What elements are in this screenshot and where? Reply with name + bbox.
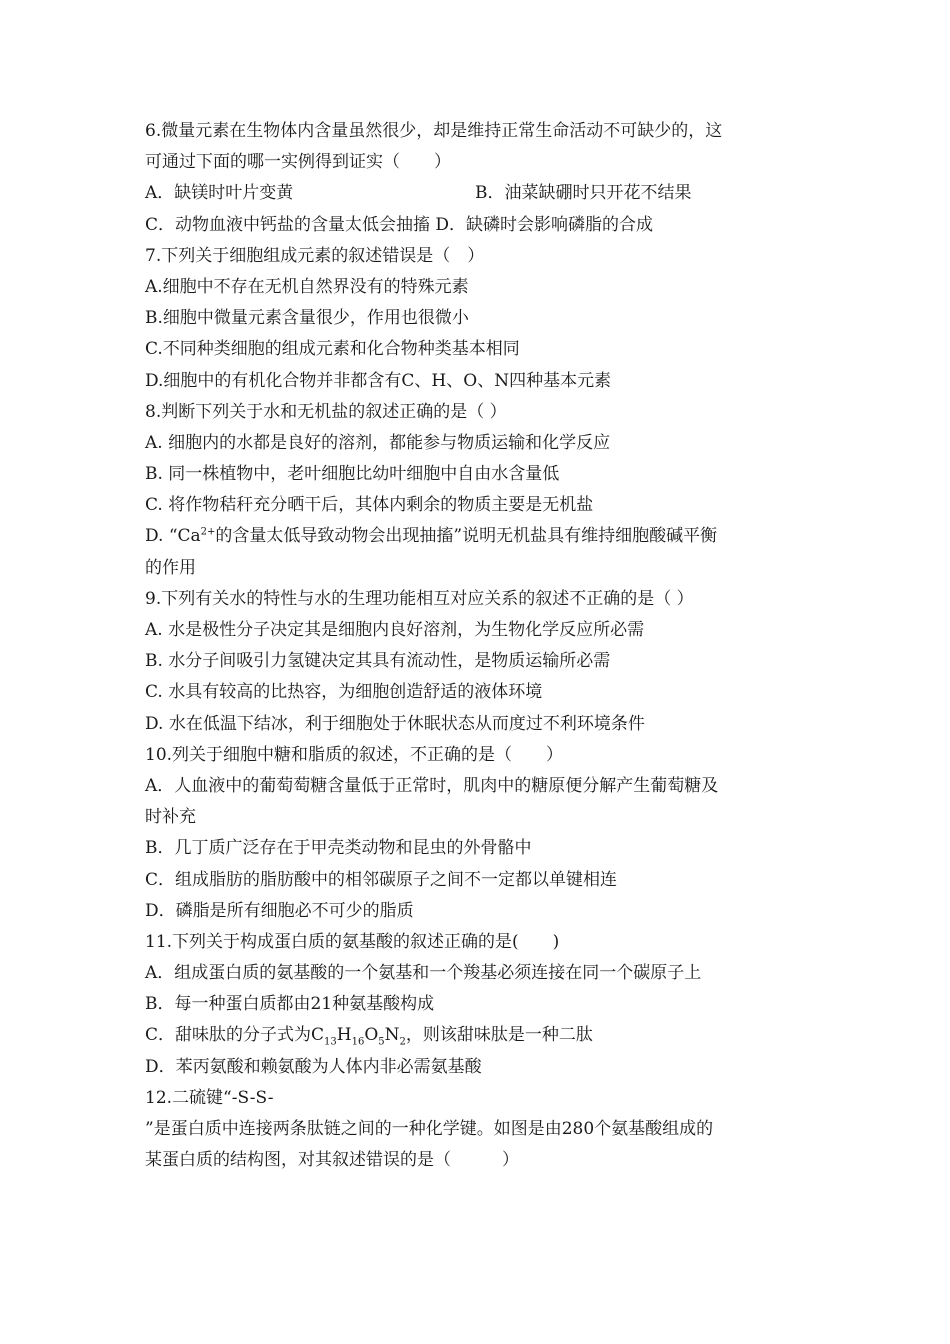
q11-option-c xyxy=(145,1020,815,1051)
q8-option-d-rest: 的含量太低导致动物会出现抽搐”说明无机盐具有维持细胞酸碱平衡 xyxy=(215,526,718,547)
q8-option-b: B. 同一株植物中，老叶细胞比幼叶细胞中自由水含量低 xyxy=(145,464,560,485)
q11-formula-o: O xyxy=(364,1025,379,1046)
q9-stem: 9.下列有关水的特性与水的生理功能相互对应关系的叙述不正确的是（ ） xyxy=(145,588,694,609)
q9-option-a: A. 水是极性分子决定其是细胞内良好溶剂，为生物化学反应所必需 xyxy=(145,620,645,640)
q8-option-d-line2: 的作用 xyxy=(145,557,196,578)
q6-stem-line2: 可通过下面的哪一实例得到证实（ ） xyxy=(145,152,451,173)
q8-option-d-superscript: 2+ xyxy=(200,526,216,538)
q10-option-a-line1: A．人血液中的葡萄萄糖含量低于正常时，肌肉中的糖原便分解产生葡萄糖及 xyxy=(145,775,719,796)
q8-option-d-prefix: D. “Ca xyxy=(145,526,201,547)
q9-option-c: C. 水具有较高的比热容，为细胞创造舒适的液体环境 xyxy=(145,682,543,703)
q10-stem: 10.列关于细胞中糖和脂质的叙述，不正确的是（ ） xyxy=(145,744,564,765)
q7-option-d: D.细胞中的有机化合物并非都含有C、H、O、N四种基本元素 xyxy=(145,370,612,391)
q6-option-c: C．动物血液中钙盐的含量太低会抽搐 xyxy=(145,214,431,235)
q8-option-c: C. 将作物秸秆充分晒干后，其体内剩余的物质主要是无机盐 xyxy=(145,495,594,516)
q11-formula-sub-c: 13 xyxy=(324,1036,337,1048)
q10-option-c: C．组成脂肪的脂肪酸中的相邻碳原子之间不一定都以单键相连 xyxy=(145,869,618,890)
q7-option-a: A.细胞中不存在无机自然界没有的特殊元素 xyxy=(145,276,469,297)
q11-formula-sub-h: 16 xyxy=(351,1036,365,1048)
q11-formula-sub-n: 2 xyxy=(399,1036,406,1048)
q9-option-b: B. 水分子间吸引力氢键决定其具有流动性，是物质运输所必需 xyxy=(145,651,611,672)
q11-formula-sub-o: 5 xyxy=(378,1036,385,1048)
q9-option-d: D. 水在低温下结冰，利于细胞处于休眠状态从而度过不利环境条件 xyxy=(145,713,645,734)
q11-option-a: A．组成蛋白质的氨基酸的一个氨基和一个羧基必须连接在同一个碳原子上 xyxy=(145,963,702,984)
q11-stem: 11.下列关于构成蛋白质的氨基酸的叙述正确的是( ) xyxy=(145,931,560,952)
q6-option-a: A．缺镁时叶片变黄 xyxy=(145,183,294,204)
q6-option-d: D．缺磷时会影响磷脂的合成 xyxy=(435,214,654,235)
q12-stem-line1: 12.二硫键“-S-S- xyxy=(145,1087,274,1108)
q11-option-c-prefix: C．甜味肽的分子式为C xyxy=(145,1025,325,1046)
q10-option-d: D．磷脂是所有细胞必不可少的脂质 xyxy=(145,900,414,921)
q8-option-d xyxy=(145,521,815,552)
q8-stem: 8.判断下列关于水和无机盐的叙述正确的是（ ） xyxy=(145,401,507,422)
q8-option-a: A. 细胞内的水都是良好的溶剂，都能参与物质运输和化学反应 xyxy=(145,432,611,453)
q12-stem-line3: 某蛋白质的结构图，对其叙述错误的是（ ） xyxy=(145,1150,519,1171)
q6-option-b: B．油菜缺硼时只开花不结果 xyxy=(475,183,692,204)
q11-formula-n: N xyxy=(384,1025,400,1046)
q7-option-b: B.细胞中微量元素含量很少，作用也很微小 xyxy=(145,308,469,329)
question-list xyxy=(145,116,815,1176)
q11-option-d: D．苯丙氨酸和赖氨酸为人体内非必需氨基酸 xyxy=(145,1056,482,1077)
q6-options-row2 xyxy=(145,210,815,241)
q12-stem-line2: ”是蛋白质中连接两条肽链之间的一种化学键。如图是由280个氨基酸组成的 xyxy=(145,1119,714,1139)
q6-stem-line1: 6.微量元素在生物体内含量虽然很少，却是维持正常生命活动不可缺少的，这 xyxy=(145,121,723,141)
q11-option-c-rest: ，则该甜味肽是一种二肽 xyxy=(405,1025,593,1046)
q11-option-b: B．每一种蛋白质都由21种氨基酸构成 xyxy=(145,994,435,1015)
q7-stem: 7.下列关于细胞组成元素的叙述错误是（ ） xyxy=(145,245,485,266)
q10-option-b: B．几丁质广泛存在于甲壳类动物和昆虫的外骨骼中 xyxy=(145,838,532,859)
q11-formula-h: H xyxy=(336,1025,352,1046)
q7-option-c: C.不同种类细胞的组成元素和化合物种类基本相同 xyxy=(145,339,520,360)
q6-options-row1 xyxy=(145,178,815,209)
q10-option-a-line2: 时补充 xyxy=(145,807,196,828)
